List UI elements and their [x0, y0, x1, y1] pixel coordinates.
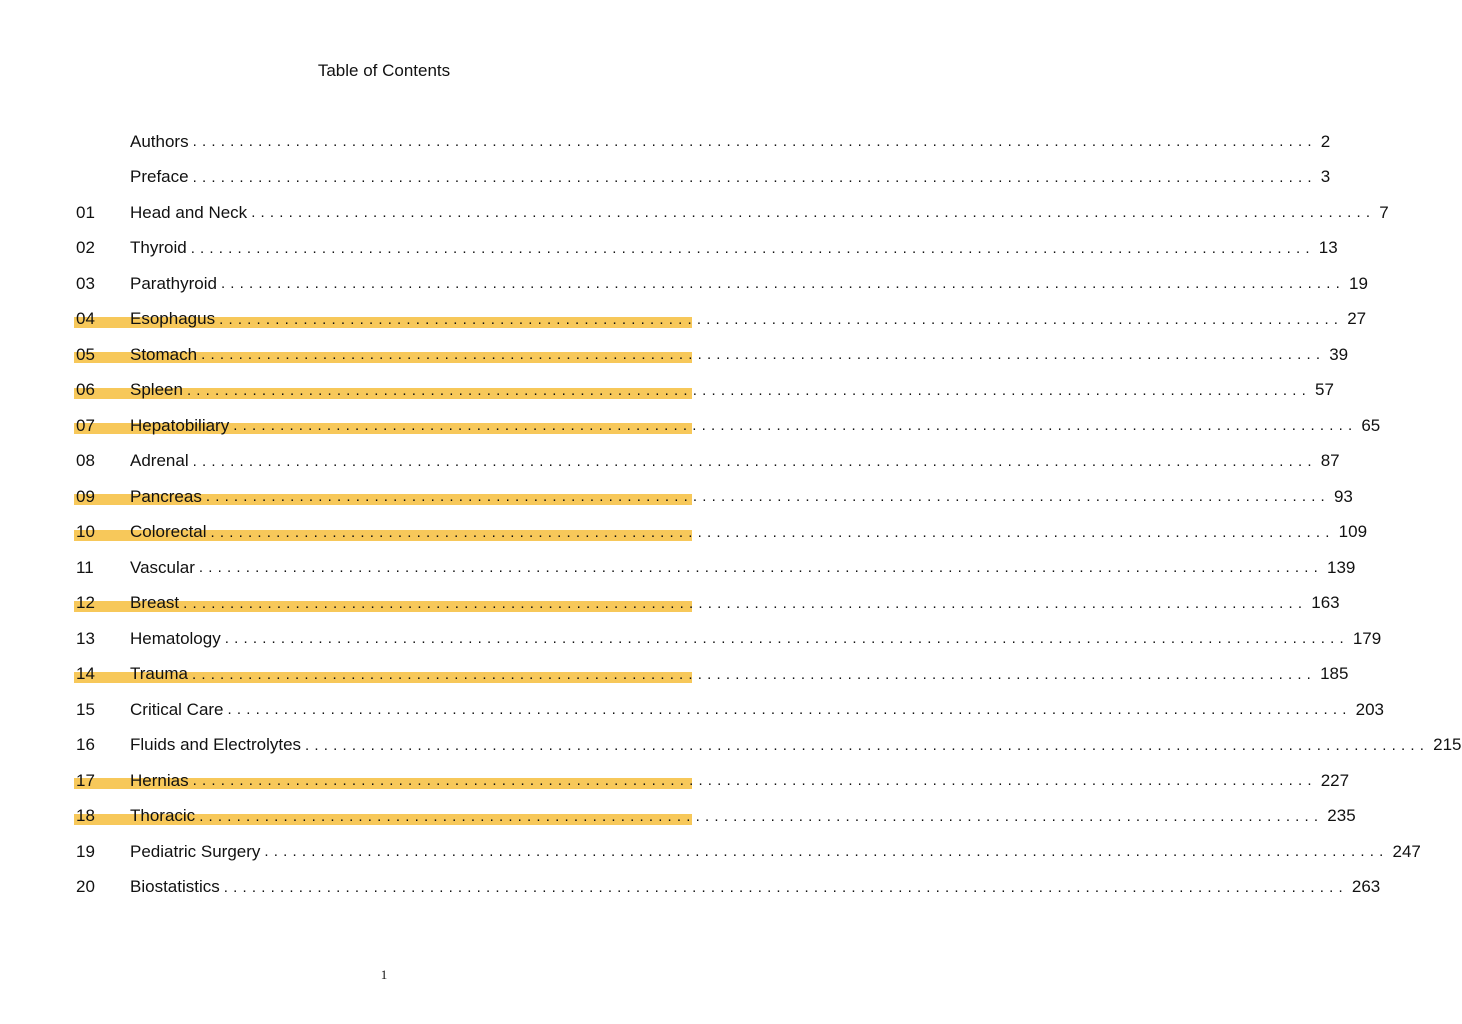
toc-entry[interactable] — [76, 763, 1350, 799]
toc-page-number: 2 — [1320, 131, 1331, 151]
toc-chapter-title: Fluids and Electrolytes — [130, 735, 302, 755]
toc-chapter-title: Thoracic — [130, 806, 196, 826]
toc-dot-leader: ........................................................................................................................ — [192, 168, 1317, 186]
toc-chapter-number: 01 — [76, 202, 95, 222]
toc-chapter-number: 02 — [76, 238, 95, 258]
toc-chapter-number: 16 — [76, 735, 95, 755]
toc-chapter-title: Hematology — [130, 628, 221, 648]
toc-entry[interactable] — [76, 692, 1385, 728]
toc-chapter-title: Parathyroid — [130, 273, 217, 293]
toc-page-number: 215 — [1433, 735, 1462, 755]
toc-page-number: 203 — [1355, 699, 1385, 719]
toc-page-number: 185 — [1320, 664, 1349, 684]
toc-page-number: 109 — [1338, 522, 1368, 542]
toc-chapter-title: Spleen — [130, 380, 183, 400]
toc-dot-leader: ........................................................................................................................ — [199, 807, 1324, 825]
toc-chapter-number: 11 — [76, 557, 94, 577]
toc-page-number: 163 — [1311, 593, 1340, 613]
toc-dot-leader: ........................................................................................................................ — [305, 736, 1430, 754]
toc-dot-leader: ........................................................................................................................ — [233, 417, 1358, 435]
toc-dot-leader: ........................................................................................................................ — [198, 559, 1323, 577]
toc-entry[interactable] — [76, 515, 1368, 551]
toc-entry[interactable] — [76, 621, 1382, 657]
toc-dot-leader: ........................................................................................................................ — [191, 665, 1317, 683]
toc-chapter-title: Breast — [130, 593, 180, 613]
toc-chapter-number: 10 — [76, 522, 95, 542]
toc-dot-leader: ........................................................................................................................ — [192, 772, 1317, 790]
toc-entry[interactable] — [76, 834, 1421, 870]
toc-entry[interactable] — [76, 408, 1381, 444]
toc-entry[interactable] — [76, 479, 1353, 515]
toc-chapter-number: 14 — [76, 664, 95, 684]
toc-page-number: 39 — [1329, 344, 1349, 364]
toc-page-number: 179 — [1352, 628, 1382, 648]
toc-page-number: 247 — [1392, 841, 1421, 861]
toc-chapter-title: Biostatistics — [130, 877, 220, 897]
toc-page-number: 57 — [1315, 380, 1334, 400]
toc-entry[interactable] — [76, 550, 1356, 586]
toc-dot-leader: ........................................................................................................................ — [183, 594, 1308, 612]
toc-entry[interactable] — [76, 124, 1331, 160]
toc-chapter-title: Thyroid — [130, 238, 187, 258]
toc-dot-leader: ........................................................................................................................ — [201, 346, 1326, 364]
toc-dot-leader: ........................................................................................................................ — [220, 275, 1346, 293]
toc-chapter-title: Preface — [130, 167, 189, 187]
toc-dot-leader: ........................................................................................................................ — [219, 310, 1344, 328]
toc-page-number: 7 — [1379, 202, 1389, 222]
toc-dot-leader: ........................................................................................................................ — [186, 381, 1312, 399]
toc-page-number: 3 — [1320, 167, 1331, 187]
toc-chapter-title: Adrenal — [130, 451, 189, 471]
toc-entry[interactable] — [76, 444, 1340, 480]
toc-chapter-title: Colorectal — [130, 522, 207, 542]
toc-chapter-number: 08 — [76, 451, 95, 471]
toc-dot-leader: ........................................................................................................................ — [224, 630, 1349, 648]
toc-entry[interactable] — [76, 160, 1331, 196]
toc-chapter-title: Authors — [130, 131, 189, 151]
toc-chapter-number: 18 — [76, 806, 95, 826]
toc-page-number: 263 — [1351, 877, 1381, 897]
toc-chapter-number: 12 — [76, 593, 95, 613]
toc-chapter-number: 09 — [76, 486, 95, 506]
toc-chapter-number: 17 — [76, 770, 95, 790]
toc-page-number: 227 — [1320, 770, 1350, 790]
footer-page-number: 1 — [380, 967, 388, 982]
toc-chapter-number: 06 — [76, 380, 95, 400]
toc-chapter-number: 07 — [76, 415, 95, 435]
toc-chapter-number: 19 — [76, 841, 95, 861]
table-of-contents — [76, 124, 1462, 905]
toc-chapter-number: 05 — [76, 344, 95, 364]
toc-entry[interactable] — [76, 337, 1349, 373]
toc-dot-leader: ........................................................................................................................ — [192, 452, 1317, 470]
toc-chapter-title: Hepatobiliary — [130, 415, 230, 435]
toc-chapter-title: Pancreas — [130, 486, 202, 506]
toc-dot-leader: ........................................................................................................................ — [227, 701, 1352, 719]
toc-dot-leader: ........................................................................................................................ — [210, 523, 1335, 541]
toc-entry[interactable] — [76, 799, 1356, 835]
toc-page-number: 13 — [1318, 238, 1338, 258]
toc-chapter-title: Vascular — [130, 557, 195, 577]
toc-dot-leader: ........................................................................................................................ — [190, 239, 1315, 257]
toc-chapter-title: Hernias — [130, 770, 189, 790]
toc-dot-leader: ........................................................................................................................ — [192, 133, 1317, 151]
toc-entry[interactable] — [76, 302, 1367, 338]
toc-chapter-title: Pediatric Surgery — [130, 841, 261, 861]
toc-chapter-title: Esophagus — [130, 309, 216, 329]
toc-entry[interactable] — [76, 728, 1462, 764]
toc-chapter-title: Head and Neck — [130, 202, 248, 222]
toc-chapter-number: 13 — [76, 628, 95, 648]
toc-page-number: 93 — [1333, 486, 1353, 506]
page-title: Table of Contents — [317, 61, 451, 80]
toc-page-number: 27 — [1347, 309, 1367, 329]
toc-page-number: 87 — [1320, 451, 1340, 471]
toc-entry[interactable] — [76, 586, 1340, 622]
toc-chapter-title: Critical Care — [130, 699, 224, 719]
toc-chapter-number: 15 — [76, 699, 95, 719]
toc-chapter-number: 04 — [76, 309, 95, 329]
toc-dot-leader: ........................................................................................................................ — [251, 204, 1376, 222]
toc-page-number: 139 — [1327, 557, 1356, 577]
toc-entry[interactable] — [76, 231, 1338, 267]
toc-page-number: 235 — [1327, 806, 1356, 826]
toc-page-number: 65 — [1361, 415, 1381, 435]
toc-entry[interactable] — [76, 657, 1349, 693]
toc-entry[interactable] — [76, 373, 1334, 409]
toc-dot-leader: ........................................................................................................................ — [223, 878, 1348, 896]
toc-dot-leader: ........................................................................................................................ — [264, 843, 1389, 861]
toc-chapter-title: Stomach — [130, 344, 198, 364]
toc-entry[interactable] — [76, 266, 1368, 302]
toc-dot-leader: ........................................................................................................................ — [205, 488, 1330, 506]
toc-entry[interactable] — [76, 870, 1381, 906]
toc-chapter-title: Trauma — [130, 664, 188, 684]
toc-page-number: 19 — [1349, 273, 1368, 293]
toc-entry[interactable] — [76, 195, 1389, 231]
toc-chapter-number: 03 — [76, 273, 95, 293]
toc-chapter-number: 20 — [76, 877, 95, 897]
